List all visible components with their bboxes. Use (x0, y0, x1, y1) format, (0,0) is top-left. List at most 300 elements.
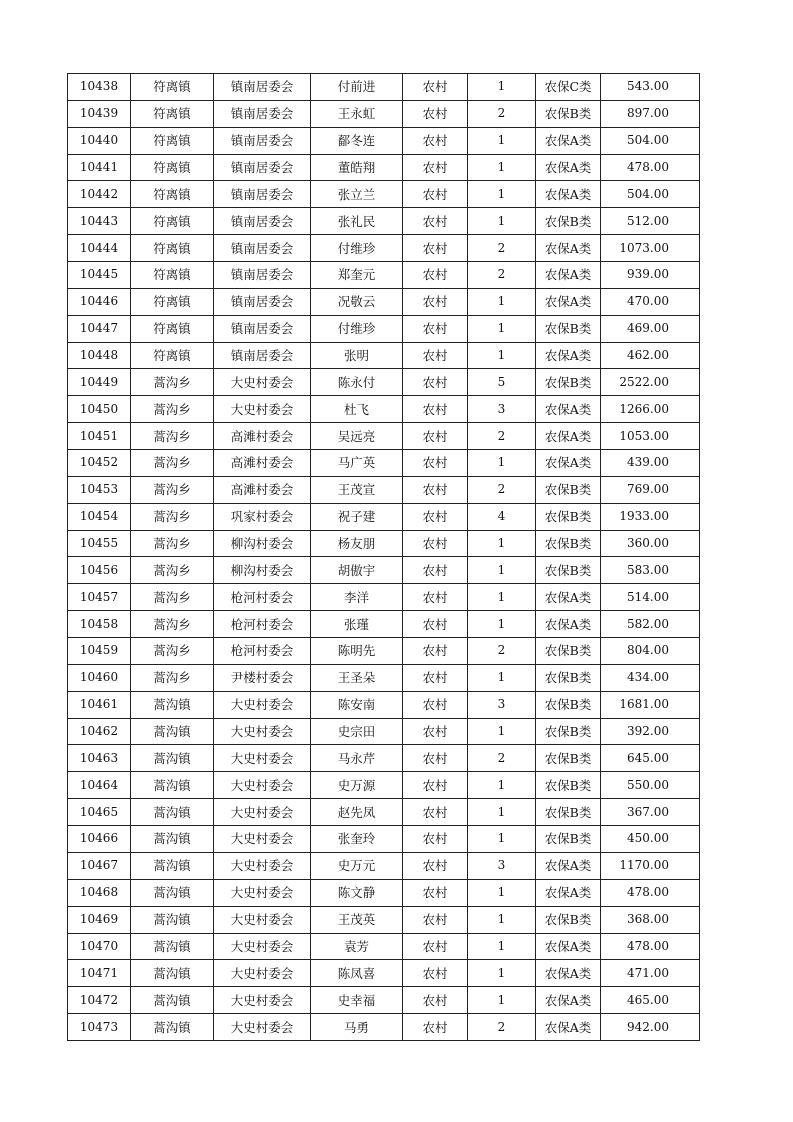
household-size-cell: 1 (468, 288, 536, 315)
table-row (68, 208, 700, 235)
record-id-cell: 10470 (68, 933, 131, 960)
village-committee-cell: 镇南居委会 (214, 262, 311, 289)
person-name-cell: 张礼民 (311, 208, 403, 235)
table-row (68, 127, 700, 154)
insurance-category-cell: 农保A类 (536, 450, 601, 477)
record-id-cell: 10466 (68, 826, 131, 853)
amount-cell: 470.00 (601, 288, 700, 315)
household-type-cell: 农村 (403, 718, 468, 745)
household-size-cell: 1 (468, 960, 536, 987)
township-cell: 蒿沟镇 (131, 799, 214, 826)
household-type-cell: 农村 (403, 745, 468, 772)
household-type-cell: 农村 (403, 826, 468, 853)
person-name-cell: 史宗田 (311, 718, 403, 745)
household-type-cell: 农村 (403, 530, 468, 557)
household-type-cell: 农村 (403, 342, 468, 369)
village-committee-cell: 镇南居委会 (214, 74, 311, 101)
village-committee-cell: 大史村委会 (214, 906, 311, 933)
amount-cell: 543.00 (601, 74, 700, 101)
person-name-cell: 马勇 (311, 1014, 403, 1041)
insurance-category-cell: 农保A类 (536, 611, 601, 638)
person-name-cell: 吴远亮 (311, 423, 403, 450)
insurance-category-cell: 农保B类 (536, 476, 601, 503)
person-name-cell: 陈文静 (311, 879, 403, 906)
record-id-cell: 10455 (68, 530, 131, 557)
insurance-category-cell: 农保B类 (536, 369, 601, 396)
insurance-category-cell: 农保B类 (536, 906, 601, 933)
township-cell: 符离镇 (131, 235, 214, 262)
amount-cell: 450.00 (601, 826, 700, 853)
person-name-cell: 陈明先 (311, 638, 403, 665)
record-id-cell: 10446 (68, 288, 131, 315)
person-name-cell: 杨友朋 (311, 530, 403, 557)
household-size-cell: 1 (468, 987, 536, 1014)
table-row (68, 262, 700, 289)
table-row (68, 100, 700, 127)
household-type-cell: 农村 (403, 584, 468, 611)
household-size-cell: 3 (468, 396, 536, 423)
amount-cell: 514.00 (601, 584, 700, 611)
village-committee-cell: 枪河村委会 (214, 638, 311, 665)
village-committee-cell: 大史村委会 (214, 691, 311, 718)
record-id-cell: 10445 (68, 262, 131, 289)
record-id-cell: 10448 (68, 342, 131, 369)
household-type-cell: 农村 (403, 235, 468, 262)
insurance-category-cell: 农保A类 (536, 396, 601, 423)
township-cell: 符离镇 (131, 181, 214, 208)
township-cell: 符离镇 (131, 208, 214, 235)
household-type-cell: 农村 (403, 396, 468, 423)
village-committee-cell: 大史村委会 (214, 1014, 311, 1041)
household-size-cell: 1 (468, 772, 536, 799)
household-size-cell: 2 (468, 745, 536, 772)
household-type-cell: 农村 (403, 288, 468, 315)
township-cell: 符离镇 (131, 342, 214, 369)
record-id-cell: 10463 (68, 745, 131, 772)
record-id-cell: 10464 (68, 772, 131, 799)
table-row (68, 476, 700, 503)
amount-cell: 1266.00 (601, 396, 700, 423)
household-size-cell: 1 (468, 557, 536, 584)
table-row (68, 852, 700, 879)
person-name-cell: 王圣朵 (311, 664, 403, 691)
record-id-cell: 10472 (68, 987, 131, 1014)
record-id-cell: 10450 (68, 396, 131, 423)
amount-cell: 368.00 (601, 906, 700, 933)
insurance-category-cell: 农保A类 (536, 235, 601, 262)
village-committee-cell: 大史村委会 (214, 718, 311, 745)
table-row (68, 1014, 700, 1041)
table-row (68, 611, 700, 638)
amount-cell: 478.00 (601, 933, 700, 960)
table-row (68, 235, 700, 262)
record-id-cell: 10468 (68, 879, 131, 906)
household-size-cell: 2 (468, 423, 536, 450)
household-size-cell: 2 (468, 1014, 536, 1041)
village-committee-cell: 镇南居委会 (214, 288, 311, 315)
record-id-cell: 10449 (68, 369, 131, 396)
table-row (68, 638, 700, 665)
insurance-category-cell: 农保A类 (536, 933, 601, 960)
table-row (68, 423, 700, 450)
village-committee-cell: 镇南居委会 (214, 315, 311, 342)
person-name-cell: 王茂宣 (311, 476, 403, 503)
township-cell: 蒿沟镇 (131, 960, 214, 987)
household-type-cell: 农村 (403, 611, 468, 638)
insurance-category-cell: 农保A类 (536, 154, 601, 181)
amount-cell: 1170.00 (601, 852, 700, 879)
insurance-category-cell: 农保B类 (536, 745, 601, 772)
household-type-cell: 农村 (403, 960, 468, 987)
household-type-cell: 农村 (403, 1014, 468, 1041)
household-size-cell: 1 (468, 208, 536, 235)
amount-cell: 897.00 (601, 100, 700, 127)
household-size-cell: 1 (468, 906, 536, 933)
person-name-cell: 张瑾 (311, 611, 403, 638)
township-cell: 蒿沟乡 (131, 611, 214, 638)
township-cell: 蒿沟乡 (131, 396, 214, 423)
amount-cell: 939.00 (601, 262, 700, 289)
insurance-category-cell: 农保A类 (536, 423, 601, 450)
household-size-cell: 1 (468, 933, 536, 960)
village-committee-cell: 大史村委会 (214, 369, 311, 396)
household-size-cell: 1 (468, 718, 536, 745)
household-type-cell: 农村 (403, 987, 468, 1014)
record-id-cell: 10440 (68, 127, 131, 154)
household-type-cell: 农村 (403, 369, 468, 396)
person-name-cell: 祝子建 (311, 503, 403, 530)
amount-cell: 2522.00 (601, 369, 700, 396)
table-row (68, 557, 700, 584)
amount-cell: 512.00 (601, 208, 700, 235)
table-row (68, 342, 700, 369)
person-name-cell: 王永虹 (311, 100, 403, 127)
person-name-cell: 王茂英 (311, 906, 403, 933)
amount-cell: 434.00 (601, 664, 700, 691)
insurance-category-cell: 农保A类 (536, 181, 601, 208)
household-size-cell: 1 (468, 127, 536, 154)
insurance-category-cell: 农保A类 (536, 987, 601, 1014)
insurance-category-cell: 农保A类 (536, 262, 601, 289)
village-committee-cell: 镇南居委会 (214, 127, 311, 154)
township-cell: 蒿沟乡 (131, 664, 214, 691)
household-size-cell: 2 (468, 100, 536, 127)
person-name-cell: 杜飞 (311, 396, 403, 423)
person-name-cell: 胡傲宇 (311, 557, 403, 584)
household-size-cell: 3 (468, 852, 536, 879)
record-id-cell: 10465 (68, 799, 131, 826)
amount-cell: 462.00 (601, 342, 700, 369)
village-committee-cell: 镇南居委会 (214, 342, 311, 369)
township-cell: 蒿沟乡 (131, 638, 214, 665)
person-name-cell: 袁芳 (311, 933, 403, 960)
amount-cell: 550.00 (601, 772, 700, 799)
record-id-cell: 10461 (68, 691, 131, 718)
amount-cell: 392.00 (601, 718, 700, 745)
household-type-cell: 农村 (403, 664, 468, 691)
person-name-cell: 陈安南 (311, 691, 403, 718)
household-type-cell: 农村 (403, 315, 468, 342)
household-type-cell: 农村 (403, 181, 468, 208)
person-name-cell: 陈永付 (311, 369, 403, 396)
table-row (68, 154, 700, 181)
household-size-cell: 1 (468, 611, 536, 638)
insurance-category-cell: 农保A类 (536, 852, 601, 879)
record-id-cell: 10441 (68, 154, 131, 181)
household-type-cell: 农村 (403, 557, 468, 584)
village-committee-cell: 镇南居委会 (214, 208, 311, 235)
amount-cell: 804.00 (601, 638, 700, 665)
table-row (68, 745, 700, 772)
insurance-category-cell: 农保A类 (536, 127, 601, 154)
household-type-cell: 农村 (403, 74, 468, 101)
household-type-cell: 农村 (403, 906, 468, 933)
record-id-cell: 10460 (68, 664, 131, 691)
amount-cell: 942.00 (601, 1014, 700, 1041)
amount-cell: 465.00 (601, 987, 700, 1014)
person-name-cell: 赵先凤 (311, 799, 403, 826)
person-name-cell: 马广英 (311, 450, 403, 477)
township-cell: 蒿沟乡 (131, 476, 214, 503)
village-committee-cell: 高滩村委会 (214, 450, 311, 477)
household-size-cell: 1 (468, 342, 536, 369)
township-cell: 符离镇 (131, 127, 214, 154)
amount-cell: 504.00 (601, 127, 700, 154)
table-row (68, 664, 700, 691)
village-committee-cell: 尹楼村委会 (214, 664, 311, 691)
household-size-cell: 2 (468, 476, 536, 503)
village-committee-cell: 大史村委会 (214, 852, 311, 879)
township-cell: 符离镇 (131, 74, 214, 101)
insurance-category-cell: 农保B类 (536, 664, 601, 691)
insurance-category-cell: 农保B类 (536, 826, 601, 853)
person-name-cell: 付前进 (311, 74, 403, 101)
household-type-cell: 农村 (403, 772, 468, 799)
amount-cell: 645.00 (601, 745, 700, 772)
insurance-category-cell: 农保B类 (536, 530, 601, 557)
table-row (68, 450, 700, 477)
table-row (68, 772, 700, 799)
table-row (68, 799, 700, 826)
insurance-category-cell: 农保B类 (536, 718, 601, 745)
household-type-cell: 农村 (403, 100, 468, 127)
household-type-cell: 农村 (403, 423, 468, 450)
person-name-cell: 付维珍 (311, 315, 403, 342)
insurance-category-cell: 农保A类 (536, 584, 601, 611)
records-table (67, 73, 700, 1041)
record-id-cell: 10459 (68, 638, 131, 665)
household-type-cell: 农村 (403, 852, 468, 879)
township-cell: 蒿沟乡 (131, 423, 214, 450)
household-size-cell: 5 (468, 369, 536, 396)
household-size-cell: 2 (468, 638, 536, 665)
village-committee-cell: 枪河村委会 (214, 611, 311, 638)
township-cell: 符离镇 (131, 315, 214, 342)
township-cell: 符离镇 (131, 262, 214, 289)
person-name-cell: 董皓翔 (311, 154, 403, 181)
household-type-cell: 农村 (403, 154, 468, 181)
person-name-cell: 张立兰 (311, 181, 403, 208)
person-name-cell: 史万源 (311, 772, 403, 799)
amount-cell: 471.00 (601, 960, 700, 987)
table-row (68, 933, 700, 960)
records-table-body (68, 74, 700, 1041)
amount-cell: 1053.00 (601, 423, 700, 450)
record-id-cell: 10452 (68, 450, 131, 477)
village-committee-cell: 大史村委会 (214, 987, 311, 1014)
person-name-cell: 郑奎元 (311, 262, 403, 289)
household-size-cell: 1 (468, 826, 536, 853)
person-name-cell: 李洋 (311, 584, 403, 611)
township-cell: 蒿沟镇 (131, 933, 214, 960)
insurance-category-cell: 农保A类 (536, 960, 601, 987)
household-size-cell: 1 (468, 315, 536, 342)
amount-cell: 439.00 (601, 450, 700, 477)
insurance-category-cell: 农保B类 (536, 100, 601, 127)
person-name-cell: 付维珍 (311, 235, 403, 262)
table-row (68, 584, 700, 611)
household-size-cell: 1 (468, 154, 536, 181)
household-type-cell: 农村 (403, 208, 468, 235)
household-size-cell: 2 (468, 235, 536, 262)
household-size-cell: 1 (468, 584, 536, 611)
village-committee-cell: 镇南居委会 (214, 181, 311, 208)
household-type-cell: 农村 (403, 638, 468, 665)
record-id-cell: 10442 (68, 181, 131, 208)
village-committee-cell: 镇南居委会 (214, 154, 311, 181)
insurance-category-cell: 农保C类 (536, 74, 601, 101)
person-name-cell: 张奎玲 (311, 826, 403, 853)
household-type-cell: 农村 (403, 450, 468, 477)
table-row (68, 530, 700, 557)
table-row (68, 181, 700, 208)
amount-cell: 360.00 (601, 530, 700, 557)
record-id-cell: 10469 (68, 906, 131, 933)
township-cell: 蒿沟镇 (131, 1014, 214, 1041)
household-type-cell: 农村 (403, 476, 468, 503)
record-id-cell: 10458 (68, 611, 131, 638)
amount-cell: 469.00 (601, 315, 700, 342)
amount-cell: 504.00 (601, 181, 700, 208)
insurance-category-cell: 农保B类 (536, 208, 601, 235)
insurance-category-cell: 农保B类 (536, 638, 601, 665)
township-cell: 蒿沟镇 (131, 745, 214, 772)
table-row (68, 691, 700, 718)
person-name-cell: 张明 (311, 342, 403, 369)
amount-cell: 478.00 (601, 879, 700, 906)
township-cell: 蒿沟镇 (131, 691, 214, 718)
record-id-cell: 10443 (68, 208, 131, 235)
insurance-category-cell: 农保B类 (536, 557, 601, 584)
record-id-cell: 10444 (68, 235, 131, 262)
township-cell: 蒿沟镇 (131, 826, 214, 853)
township-cell: 蒿沟镇 (131, 906, 214, 933)
record-id-cell: 10457 (68, 584, 131, 611)
township-cell: 蒿沟乡 (131, 503, 214, 530)
insurance-category-cell: 农保A类 (536, 288, 601, 315)
person-name-cell: 况敬云 (311, 288, 403, 315)
village-committee-cell: 镇南居委会 (214, 100, 311, 127)
village-committee-cell: 柳沟村委会 (214, 557, 311, 584)
person-name-cell: 史幸福 (311, 987, 403, 1014)
township-cell: 蒿沟镇 (131, 879, 214, 906)
table-row (68, 906, 700, 933)
household-type-cell: 农村 (403, 691, 468, 718)
township-cell: 符离镇 (131, 154, 214, 181)
table-row (68, 826, 700, 853)
table-row (68, 987, 700, 1014)
village-committee-cell: 大史村委会 (214, 745, 311, 772)
table-row (68, 879, 700, 906)
household-type-cell: 农村 (403, 799, 468, 826)
record-id-cell: 10467 (68, 852, 131, 879)
household-size-cell: 1 (468, 799, 536, 826)
township-cell: 蒿沟乡 (131, 584, 214, 611)
household-type-cell: 农村 (403, 262, 468, 289)
amount-cell: 1681.00 (601, 691, 700, 718)
insurance-category-cell: 农保B类 (536, 799, 601, 826)
household-size-cell: 2 (468, 262, 536, 289)
record-id-cell: 10438 (68, 74, 131, 101)
township-cell: 蒿沟镇 (131, 772, 214, 799)
record-id-cell: 10473 (68, 1014, 131, 1041)
amount-cell: 1073.00 (601, 235, 700, 262)
insurance-category-cell: 农保A类 (536, 879, 601, 906)
township-cell: 蒿沟乡 (131, 557, 214, 584)
record-id-cell: 10454 (68, 503, 131, 530)
insurance-category-cell: 农保B类 (536, 503, 601, 530)
village-committee-cell: 大史村委会 (214, 799, 311, 826)
village-committee-cell: 枪河村委会 (214, 584, 311, 611)
village-committee-cell: 大史村委会 (214, 772, 311, 799)
record-id-cell: 10471 (68, 960, 131, 987)
table-row (68, 718, 700, 745)
household-size-cell: 1 (468, 450, 536, 477)
village-committee-cell: 镇南居委会 (214, 235, 311, 262)
township-cell: 蒿沟乡 (131, 369, 214, 396)
village-committee-cell: 柳沟村委会 (214, 530, 311, 557)
township-cell: 蒿沟镇 (131, 852, 214, 879)
household-size-cell: 1 (468, 74, 536, 101)
amount-cell: 769.00 (601, 476, 700, 503)
village-committee-cell: 大史村委会 (214, 879, 311, 906)
household-type-cell: 农村 (403, 503, 468, 530)
household-size-cell: 1 (468, 181, 536, 208)
village-committee-cell: 高滩村委会 (214, 476, 311, 503)
record-id-cell: 10447 (68, 315, 131, 342)
table-row (68, 288, 700, 315)
table-row (68, 315, 700, 342)
insurance-category-cell: 农保B类 (536, 315, 601, 342)
township-cell: 符离镇 (131, 288, 214, 315)
table-row (68, 74, 700, 101)
township-cell: 符离镇 (131, 100, 214, 127)
amount-cell: 582.00 (601, 611, 700, 638)
village-committee-cell: 大史村委会 (214, 396, 311, 423)
village-committee-cell: 大史村委会 (214, 960, 311, 987)
table-row (68, 503, 700, 530)
insurance-category-cell: 农保B类 (536, 772, 601, 799)
household-type-cell: 农村 (403, 933, 468, 960)
amount-cell: 478.00 (601, 154, 700, 181)
household-type-cell: 农村 (403, 879, 468, 906)
person-name-cell: 陈凤喜 (311, 960, 403, 987)
record-id-cell: 10451 (68, 423, 131, 450)
amount-cell: 1933.00 (601, 503, 700, 530)
table-row (68, 960, 700, 987)
insurance-category-cell: 农保B类 (536, 691, 601, 718)
household-size-cell: 4 (468, 503, 536, 530)
